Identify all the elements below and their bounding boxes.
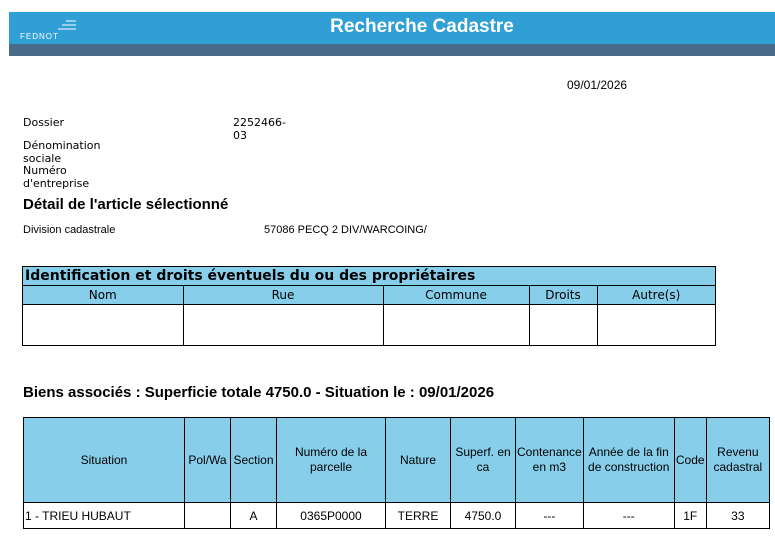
biens-cell-contenance: --- [516,503,584,529]
report-date: 09/01/2026 [567,78,628,92]
biens-table [23,417,770,529]
owners-cell-nom [23,304,183,345]
biens-cell-polwa [185,503,231,529]
biens-cell-superf: 4750.0 [451,503,516,529]
header-underline [9,44,775,56]
biens-header-row [24,418,770,503]
biens-col-polwa: Pol/Wa [185,418,231,503]
biens-col-parcelle: Numéro de la parcelle [277,418,386,503]
owners-cell-autres [597,304,715,345]
owners-col-rue: Rue [183,286,383,304]
biens-col-contenance: Contenance en m3 [516,418,584,503]
owners-cell-commune [383,304,529,345]
biens-cell-situation: 1 - TRIEU HUBAUT [24,503,185,529]
biens-col-revenu: Revenu cadastral [706,418,769,503]
dossier-label: Dossier [23,116,65,129]
biens-col-annee: Année de la fin de construction [583,418,674,503]
denomination-label: Dénomination sociale [23,139,101,165]
owners-cell-droits [529,304,597,345]
biens-col-nature: Nature [386,418,451,503]
owners-cell-rue [183,304,383,345]
biens-cell-nature: TERRE [386,503,451,529]
table-row [24,503,770,529]
owners-table [22,266,716,346]
biens-cell-code: 1F [674,503,706,529]
owners-col-nom: Nom [23,286,183,304]
page-title: Recherche Cadastre [330,16,514,37]
detail-title: Détail de l'article sélectionné [23,196,229,213]
biens-title: Biens associés : Superficie totale 4750.0 - Situation le : 09/01/2026 [23,384,495,401]
entreprise-label: Numéro d'entreprise [23,164,90,190]
biens-col-section: Section [231,418,277,503]
owners-col-droits: Droits [529,286,597,304]
dossier-value: 2252466-03 [233,116,286,142]
owners-col-commune: Commune [383,286,529,304]
logo-text: FEDNOT [20,32,59,41]
owners-col-autres: Autre(s) [597,286,715,304]
biens-cell-section: A [231,503,277,529]
biens-col-code: Code [674,418,706,503]
owners-header-row [23,286,715,304]
biens-col-superf: Superf. en ca [451,418,516,503]
biens-col-situation: Situation [24,418,185,503]
biens-cell-revenu: 33 [706,503,769,529]
header [9,12,775,57]
table-row [23,304,715,345]
owners-table-title: Identification et droits éventuels du ou des propriétaires [23,267,715,286]
division-value: 57086 PECQ 2 DIV/WARCOING/ [264,224,427,236]
division-label: Division cadastrale [23,224,116,236]
biens-cell-annee: --- [583,503,674,529]
biens-cell-parcelle: 0365P0000 [277,503,386,529]
